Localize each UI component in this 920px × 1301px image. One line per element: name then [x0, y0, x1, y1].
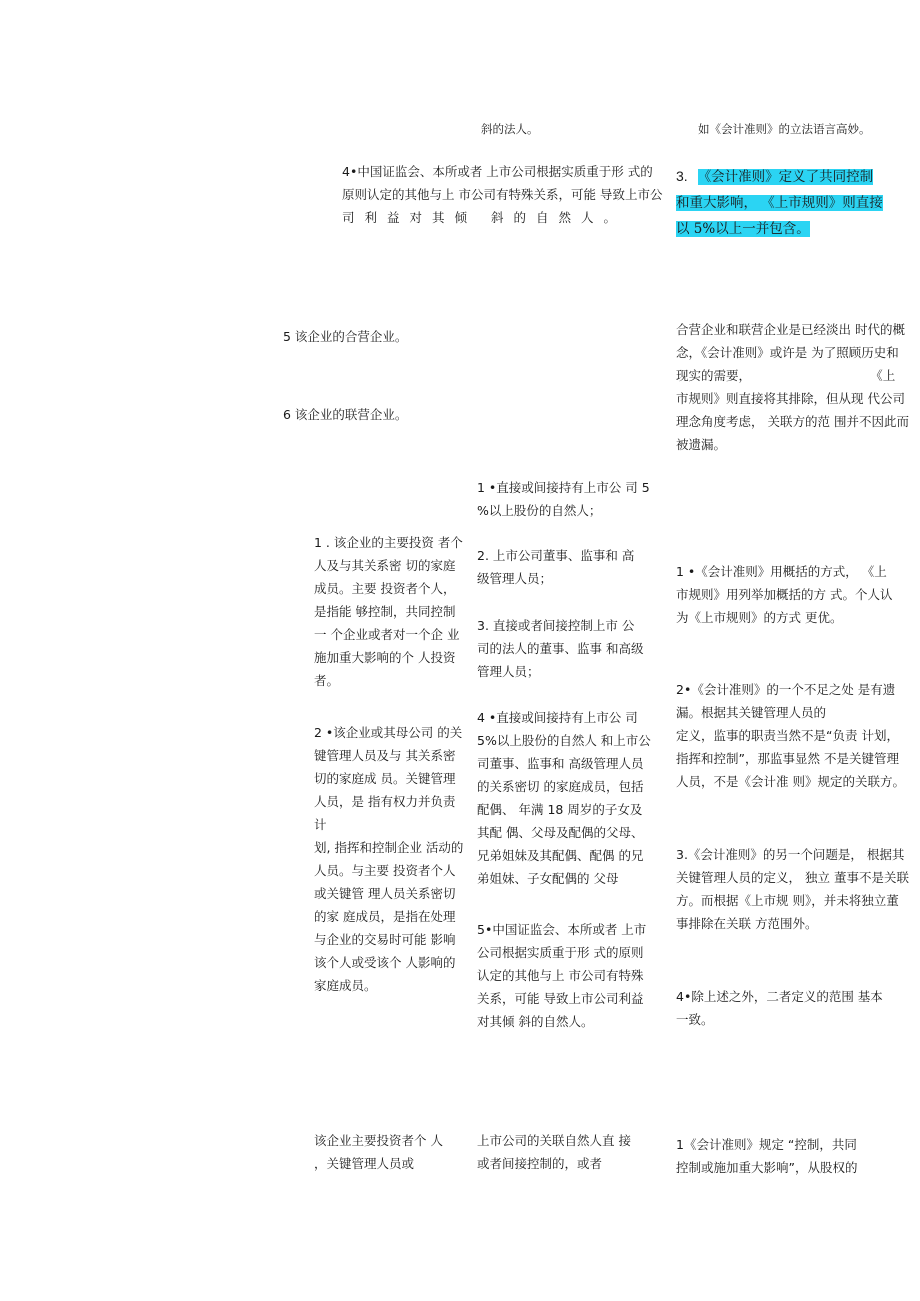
right-item2-line: 2•《会计准则》的一个不足之处 是有遗	[676, 682, 896, 697]
right-item4-summary	[676, 985, 916, 1031]
highlight-line-1: 《会计准则》定义了共同控制	[697, 169, 874, 185]
rows56-right-commentary	[676, 318, 916, 456]
middle-item5-line: 关系，可能 导致上市公司利益	[477, 991, 644, 1006]
rows56-right-line-3: 现实的需要， 《上	[676, 368, 896, 383]
left-item2-line: 该个人或受该个 人影响的	[314, 955, 456, 970]
left-item2-line: 人员。与主要 投资者个人	[314, 863, 456, 878]
row4-middle-line-3: 司利益对其倾 斜的自然人。	[342, 210, 626, 225]
item6-associate: 6 该企业的联营企业。	[283, 407, 408, 422]
left-item1-line: 1 . 该企业的主要投资 者个	[314, 535, 463, 550]
middle-item1	[477, 476, 657, 522]
middle-item4-line: 司董事、监事和 高级管理人员	[477, 756, 644, 771]
middle-item4-line: 配偶、 年满 18 周岁的子女及	[477, 802, 643, 817]
rows56-right-line-1: 合营企业和联营企业是已经淡出 时代的概	[676, 322, 905, 337]
rows56-right-line-2: 念，《会计准则》或许是 为了照顾历史和	[676, 345, 899, 360]
bottom-middle-line: 上市公司的关联自然人直 接	[477, 1133, 631, 1148]
middle-item1-line: 1 •直接或间接持有上市公 司 5	[477, 480, 650, 495]
left-item1-line: 人及与其关系密 切的家庭	[314, 558, 456, 573]
middle-item4-line: 弟姐妹、子女配偶的 父母	[477, 871, 619, 886]
left-item1-line: 成员。主要 投资者个人，	[314, 581, 456, 596]
left-item2-line: 人员，是 指有权力并负责	[314, 794, 456, 809]
right-item3-independent-director	[676, 843, 916, 935]
bottom-left-line: ，关键管理人员或	[314, 1156, 415, 1171]
bottom-right-line: 1《会计准则》规定 “控制，共同	[676, 1137, 857, 1152]
right-item4-line: 一致。	[676, 1012, 714, 1027]
middle-item3-line: 管理人员；	[477, 664, 540, 679]
right-item2-line: 定义，监事的职责当然不是“负责 计划，	[676, 728, 899, 743]
bottom-middle-line: 或者间接控制的，或者	[477, 1156, 603, 1171]
highlight-line-3-bold: 5%	[693, 221, 716, 237]
row4-middle-line-1: 4•中国证监会、本所或者 上市公司根据实质重于形 式的	[342, 164, 653, 179]
bottom-left-text	[314, 1129, 474, 1175]
left-item1-line: 者。	[314, 673, 340, 688]
right-item2-line: 人员，不是《会计准 则》规定的关联方。	[676, 774, 905, 789]
bottom-left-line: 该企业主要投资者个 人	[314, 1133, 443, 1148]
left-item2-line: 与企业的交易时可能 影响	[314, 932, 456, 947]
top-middle-fragment: 斜的法人。	[481, 122, 539, 136]
middle-item2	[477, 544, 657, 590]
highlight-line-3-prefix: 以	[676, 221, 694, 237]
right-item1-line: 1 •《会计准则》用概括的方式， 《上	[676, 564, 887, 579]
rows56-right-line-6: 被遗漏。	[676, 437, 727, 452]
right-item3-line: 3.《会计准则》的另一个问题是， 根据其	[676, 847, 905, 862]
middle-item3	[477, 614, 657, 683]
middle-item5-line: 认定的其他与上 市公司有特殊	[477, 968, 644, 983]
middle-item4	[477, 706, 662, 890]
middle-item4-line: 5%以上股份的自然人 和上市公	[477, 733, 651, 748]
middle-item4-line: 的关系密切 的家庭成员，包括	[477, 779, 644, 794]
middle-item5-line: 5•中国证监会、本所或者 上市	[477, 922, 647, 937]
highlight-number: 3.	[676, 168, 688, 184]
middle-item5-line: 公司根据实质重于形 式的原则	[477, 945, 644, 960]
left-item2-line: 计	[314, 817, 327, 832]
middle-item4-line: 其配 偶、父母及配偶的父母、	[477, 825, 644, 840]
row4-right-highlight	[676, 164, 912, 242]
highlight-line-2: 和重大影响， 《上市规则》则直接	[676, 195, 883, 211]
row4-middle-text	[342, 160, 672, 229]
middle-item1-line: %以上股份的自然人；	[477, 503, 602, 518]
bottom-right-line: 控制或施加重大影响”，从股权的	[676, 1160, 858, 1175]
left-item2-line: 2 •该企业或其母公司 的关	[314, 725, 463, 740]
middle-item3-line: 司的法人的董事、监事 和高级	[477, 641, 644, 656]
middle-item4-line: 4 •直接或间接持有上市公 司	[477, 710, 638, 725]
middle-item4-line: 兄弟姐妹及其配偶、配偶 的兄	[477, 848, 644, 863]
right-item3-line: 事排除在关联 方范围外。	[676, 916, 818, 931]
left-item1-line: 施加重大影响的个 人投资	[314, 650, 456, 665]
left-item1-investors	[314, 531, 469, 692]
left-item2-line: 划, 指挥和控制企业 活动的	[314, 840, 464, 855]
bottom-middle-text	[477, 1129, 662, 1175]
middle-item5	[477, 918, 662, 1033]
highlight-line-3-suffix: 以上一并包含。	[715, 221, 810, 237]
left-item2-line: 切的家庭成 员。关键管理	[314, 771, 456, 786]
right-item3-line: 关键管理人员的定义， 独立 董事不是关联	[676, 870, 909, 885]
right-item2-deficiency	[676, 678, 916, 793]
middle-item3-line: 3. 直接或者间接控制上市 公	[477, 618, 635, 633]
left-item2-line: 家庭成员。	[314, 978, 377, 993]
left-item1-line: 一 个企业或者对一个企 业	[314, 627, 460, 642]
left-item2-line: 的家 庭成员，是指在处理	[314, 909, 456, 924]
right-item1-line: 为《上市规则》的方式 更优。	[676, 610, 843, 625]
item5-joint-venture: 5 该企业的合营企业。	[283, 329, 408, 344]
row4-middle-line-2: 原则认定的其他与上 市公司有特殊关系，可能 导致上市公	[342, 187, 663, 202]
middle-item2-line: 2. 上市公司董事、监事和 高	[477, 548, 635, 563]
right-item4-line: 4•除上述之外，二者定义的范围 基本	[676, 989, 883, 1004]
left-item2-line: 或关键管 理人员关系密切	[314, 886, 456, 901]
left-item2-key-management	[314, 721, 469, 997]
right-item3-line: 方。而根据《上市规 则》，并未将独立董	[676, 893, 899, 908]
right-item1-comparison	[676, 560, 916, 629]
middle-item5-line: 对其倾 斜的自然人。	[477, 1014, 594, 1029]
right-item2-line: 漏。根据其关键管理人员的	[676, 705, 827, 720]
left-item1-line: 是指能 够控制，共同控制	[314, 604, 456, 619]
right-item2-line: 指挥和控制”，那监事显然 不是关键管理	[676, 751, 899, 766]
bottom-right-text	[676, 1133, 916, 1179]
rows56-right-line-5: 理念角度考虑， 关联方的范 围并不因此而	[676, 414, 909, 429]
right-item1-line: 市规则》用列举加概括的方 式。个人认	[676, 587, 893, 602]
rows56-right-line-4: 市规则》则直接将其排除，但从现 代公司	[676, 391, 905, 406]
top-right-fragment: 如《会计准则》的立法语言高妙。	[698, 122, 871, 136]
left-item2-line: 键管理人员及与 其关系密	[314, 748, 456, 763]
middle-item2-line: 级管理人员；	[477, 571, 553, 586]
